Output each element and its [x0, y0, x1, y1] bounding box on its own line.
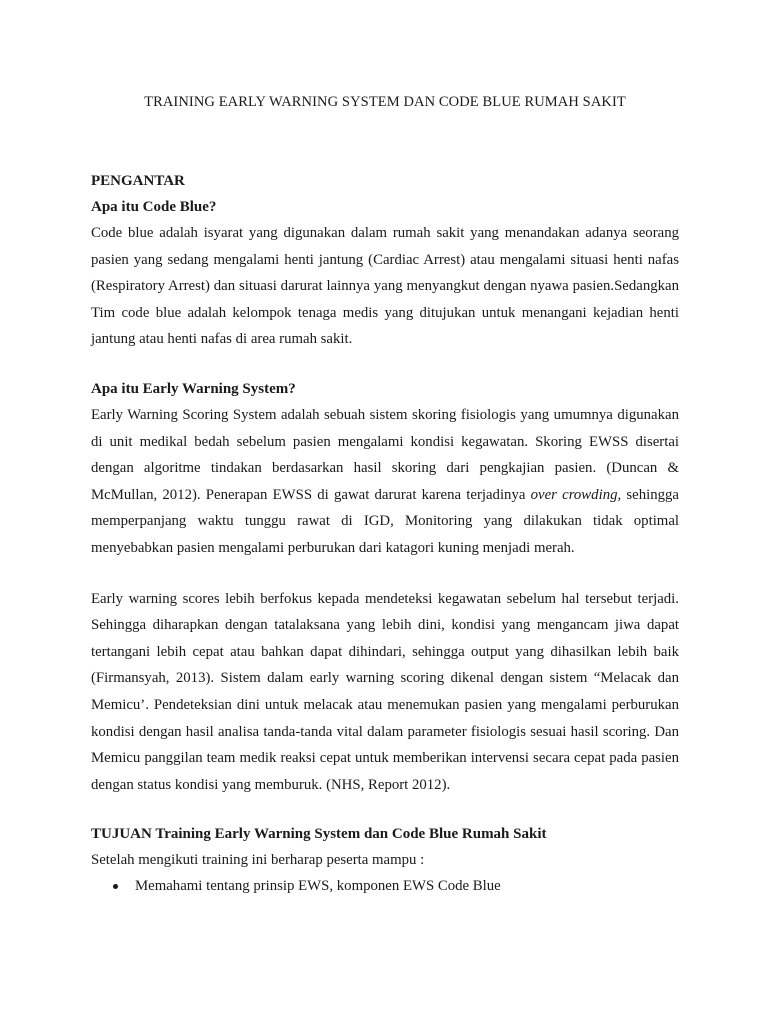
list-item	[91, 873, 679, 899]
section-heading-pengantar: PENGANTAR	[91, 173, 185, 189]
ews-paragraph-2: Early warning scores lebih berfokus kepada mendeteksi kegawatan sebelum hal tersebut terjadi. Sehingga diharapkan dengan tatalaksana yang lebih dini, kondisi yang mengancam jiwa dapat tertangani lebih cepat atau bahkan dapat dihindari, sehingga output yang dihasilkan lebih baik (Firmansyah, 2013). Sistem dalam early warning scoring dikenal dengan sistem “Melacak dan Memicu’. Pendeteksian dini untuk melacak atau menemukan pasien yang mengalami perburukan kondisi dengan hasil analisa tanda-tanda vital dalam parameter fisiologis sesuai hasil scoring. Dan Memicu panggilan team medik reaksi cepat untuk memberikan intervensi secara cepat pada pasien dengan status kondisi yang memburuk. (NHS, Report 2012).	[91, 590, 679, 793]
spacer	[91, 353, 679, 376]
list-item-text: Memahami tentang prinsip EWS, komponen EWS Code Blue	[135, 878, 501, 895]
code-blue-paragraph: Code blue adalah isyarat yang digunakan dalam rumah sakit yang menandakan adanya seorang pasien yang sedang mengalami henti jantung (Cardiac Arrest) atau mengalami situasi henti nafas (Respiratory Arrest) dan situasi darurat lainnya yang menyangkut dengan nyawa pasien.Sedangkan Tim code blue adalah kelompok tenaga medis yang ditujukan untuk menangani kejadian henti jantung atau henti nafas di area rumah sakit.	[91, 225, 679, 348]
ews-paragraph-1-text-start: Early Warning Scoring System adalah sebuah sistem skoring fisiologis yang umumnya digunakan di unit medikal bedah sebelum pasien mengalami kondisi kegawatan. Skoring EWSS disertai dengan algoritme tindakan berdasarkan hasil skoring dari pengkajian pasien. (Duncan & McMullan, 2012). Penerapan EWSS di gawat darurat karena terjadinya	[91, 406, 679, 503]
tujuan-list	[91, 873, 679, 899]
ews-paragraph-1	[91, 402, 679, 562]
question-ews-heading: Apa itu Early Warning System?	[91, 380, 296, 397]
ews-paragraph-1-italic: over crowding,	[530, 486, 622, 503]
tujuan-intro: Setelah mengikuti training ini berharap peserta mampu :	[91, 852, 425, 869]
spacer	[91, 798, 679, 821]
document-title: TRAINING EARLY WARNING SYSTEM DAN CODE BLUE RUMAH SAKIT	[144, 94, 626, 110]
spacer	[91, 562, 679, 586]
tujuan-heading: TUJUAN Training Early Warning System dan Code Blue Rumah Sakit	[91, 826, 547, 843]
document-content	[91, 92, 679, 899]
bullet-icon	[113, 884, 118, 889]
ews-paragraph-1-text-end: sehingga memperpanjang waktu tunggu rawat di IGD, Monitoring yang dilakukan tidak optimal menyebabkan pasien mengalami perburukan dari katagori kuning menjadi merah.	[91, 486, 679, 556]
question-code-blue-heading: Apa itu Code Blue?	[91, 199, 217, 215]
